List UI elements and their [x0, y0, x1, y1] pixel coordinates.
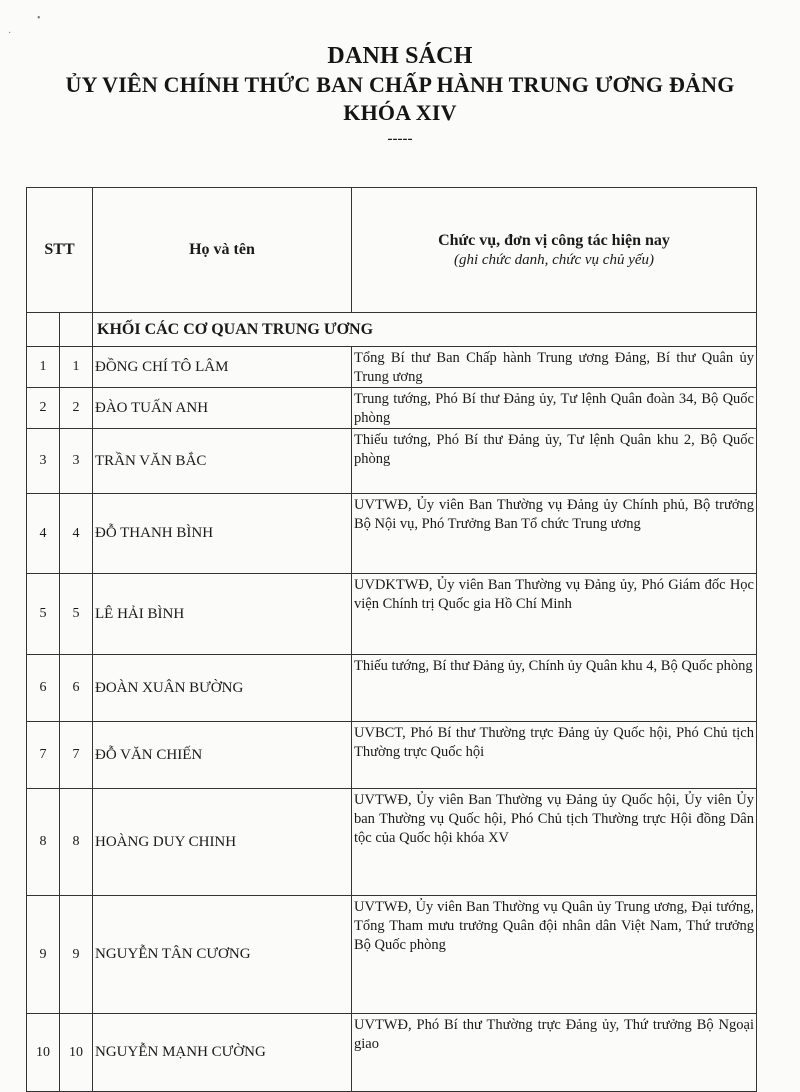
table-row: [27, 1014, 757, 1092]
section-empty-cell: [27, 313, 60, 347]
member-position: UVTWĐ, Phó Bí thư Thường trực Đảng ủy, Thứ trưởng Bộ Ngoại giao: [352, 1014, 757, 1092]
row-sub-number: 6: [60, 655, 93, 722]
row-number: 2: [27, 388, 60, 429]
member-name: TRẦN VĂN BẮC: [93, 429, 352, 494]
table-row: [27, 722, 757, 789]
member-position: UVTWĐ, Ủy viên Ban Thường vụ Đảng ủy Chính phủ, Bộ trưởng Bộ Nội vụ, Phó Trưởng Ban Tổ chức Trung ương: [352, 494, 757, 574]
title-separator: -----: [387, 131, 413, 147]
member-name: ĐỖ THANH BÌNH: [93, 494, 352, 574]
row-number: 1: [27, 347, 60, 388]
document-title: DANH SÁCH: [327, 43, 473, 69]
table-row: [27, 655, 757, 722]
header-position-label: Chức vụ, đơn vị công tác hiện nay: [438, 231, 670, 249]
scan-speck: •: [37, 13, 41, 24]
header-position-note: (ghi chức danh, chức vụ chủ yếu): [453, 251, 655, 268]
row-number: 3: [27, 429, 60, 494]
header-name: Họ và tên: [93, 188, 352, 313]
member-position: Tổng Bí thư Ban Chấp hành Trung ương Đảng, Bí thư Quân ủy Trung ương: [352, 347, 757, 388]
row-sub-number: 10: [60, 1014, 93, 1092]
members-table: [26, 187, 757, 1092]
member-position: UVTWĐ, Ủy viên Ban Thường vụ Quân ủy Trung ương, Đại tướng, Tổng Tham mưu trưởng Quân đội nhân dân Việt Nam, Thứ trưởng Bộ Quốc phòng: [352, 896, 757, 1014]
document-term: KHÓA XIV: [343, 100, 457, 125]
row-sub-number: 1: [60, 347, 93, 388]
member-position: Thiếu tướng, Bí thư Đảng ủy, Chính ủy Quân khu 4, Bộ Quốc phòng: [352, 655, 757, 722]
row-sub-number: 5: [60, 574, 93, 655]
member-name: ĐỖ VĂN CHIẾN: [93, 722, 352, 789]
member-name: NGUYỄN TÂN CƯƠNG: [93, 896, 352, 1014]
row-sub-number: 2: [60, 388, 93, 429]
table-row: [27, 896, 757, 1014]
header-position: [352, 188, 757, 313]
member-position: UVBCT, Phó Bí thư Thường trực Đảng ủy Quốc hội, Phó Chủ tịch Thường trực Quốc hội: [352, 722, 757, 789]
table-row: [27, 347, 757, 388]
member-name: LÊ HẢI BÌNH: [93, 574, 352, 655]
row-number: 6: [27, 655, 60, 722]
member-name: ĐỒNG CHÍ TÔ LÂM: [93, 347, 352, 388]
member-position: UVDKTWĐ, Ủy viên Ban Thường vụ Đảng ủy, Phó Giám đốc Học viện Chính trị Quốc gia Hồ Chí Minh: [352, 574, 757, 655]
header-stt: STT: [27, 188, 93, 313]
member-name: ĐOÀN XUÂN BƯỜNG: [93, 655, 352, 722]
row-number: 5: [27, 574, 60, 655]
table-row: [27, 429, 757, 494]
row-sub-number: 3: [60, 429, 93, 494]
section-title: KHỐI CÁC CƠ QUAN TRUNG ƯƠNG: [93, 313, 757, 347]
table-row: [27, 494, 757, 574]
row-sub-number: 7: [60, 722, 93, 789]
row-number: 10: [27, 1014, 60, 1092]
scan-speck: ·: [8, 28, 12, 39]
row-number: 8: [27, 789, 60, 896]
row-sub-number: 4: [60, 494, 93, 574]
member-position: Thiếu tướng, Phó Bí thư Đảng ủy, Tư lệnh Quân khu 2, Bộ Quốc phòng: [352, 429, 757, 494]
row-sub-number: 8: [60, 789, 93, 896]
section-row: [27, 313, 757, 347]
row-number: 7: [27, 722, 60, 789]
member-name: HOÀNG DUY CHINH: [93, 789, 352, 896]
member-name: NGUYỄN MẠNH CƯỜNG: [93, 1014, 352, 1092]
row-number: 4: [27, 494, 60, 574]
member-name: ĐÀO TUẤN ANH: [93, 388, 352, 429]
table-row: [27, 574, 757, 655]
row-sub-number: 9: [60, 896, 93, 1014]
member-position: UVTWĐ, Ủy viên Ban Thường vụ Đảng ủy Quốc hội, Ủy viên Ủy ban Thường vụ Quốc hội, Phó Chủ tịch Thường trực Hội đồng Dân tộc của Quốc hội khóa XV: [352, 789, 757, 896]
section-empty-cell: [60, 313, 93, 347]
table-row: [27, 789, 757, 896]
document-subtitle: ỦY VIÊN CHÍNH THỨC BAN CHẤP HÀNH TRUNG ƯƠNG ĐẢNG: [65, 72, 735, 97]
table-header-row: [27, 188, 757, 313]
table-row: [27, 388, 757, 429]
row-number: 9: [27, 896, 60, 1014]
member-position: Trung tướng, Phó Bí thư Đảng ủy, Tư lệnh Quân đoàn 34, Bộ Quốc phòng: [352, 388, 757, 429]
